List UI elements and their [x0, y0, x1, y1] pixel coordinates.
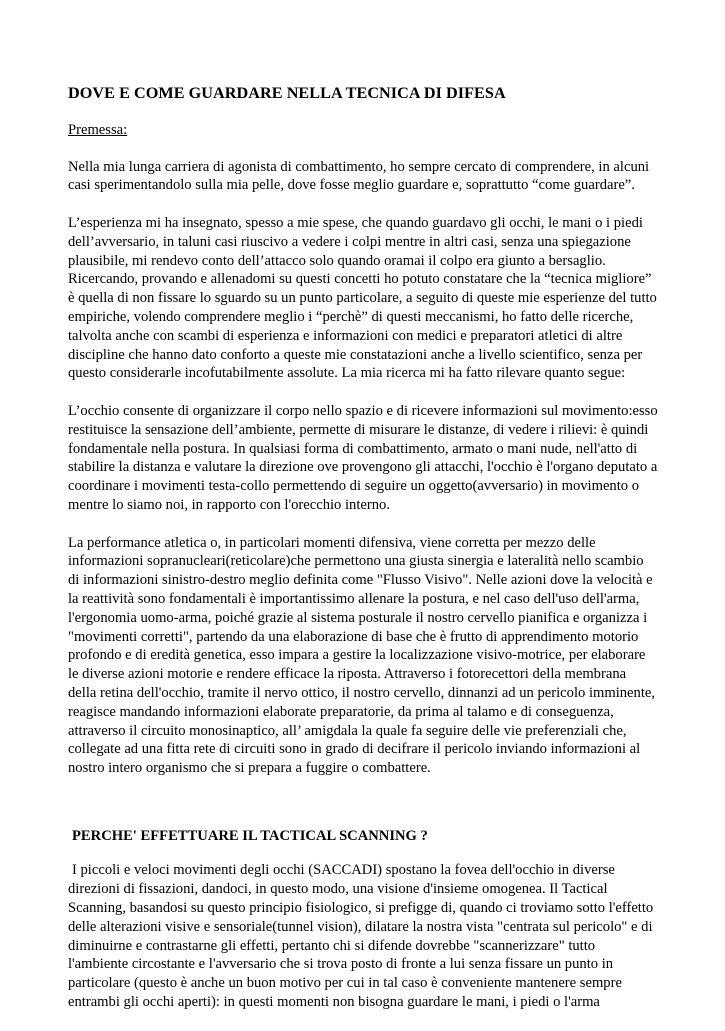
document-title: DOVE E COME GUARDARE NELLA TECNICA DI DIFESA — [68, 84, 506, 102]
premessa-heading: Premessa: — [68, 121, 128, 138]
document-page — [68, 84, 658, 1031]
paragraph-experience: L’esperienza mi ha insegnato, spesso a mie spese, che quando guardavo gli occhi, le mani o i piedi dell’avversario, in taluni casi riuscivo a vedere i colpi mentre in altri casi, senza una spiegazione plausibile, mi rendevo conto dell’attacco solo quando oramai il colpo era giunto a bersaglio. Ricercando, provando e allenadomi su questi concetti ho potuto constatare che la “tecnica migliore” è quella di non fissare lo sguardo su un punto particolare, a seguito di queste mie esperienze del tutto empiriche, volendo comprendere meglio i “perchè” di questi meccanismi, ho fatto delle ricerche, talvolta anche con scambi di esperienza e informazioni con medici e preparatori atletici di altre discipline che hanno dato conforto a queste mie constatazioni anche a livello scientifico, senza per questo considerarle incofutabilmente assolute. La mia ricerca mi ha fatto rilevare quanto segue: — [68, 214, 657, 382]
section-spacer — [68, 797, 658, 827]
section-heading-tactical-scanning: PERCHE' EFFETTUARE IL TACTICAL SCANNING ? — [72, 827, 428, 844]
paragraph-eye-function: L’occhio consente di organizzare il corpo nello spazio e di ricevere informazioni sul movimento:esso restituisce la sensazione dell’ambiente, permette di misurare le distanze, di vedere i rilievi: è quindi fondamentale nella postura. In qualsiasi forma di combattimento, armato o mani nude, nell'atto di stabilire la distanza e valutare la direzione ove provengono gli attacchi, l'occhio è l'organo deputato a coordinare i movimenti testa-collo permettendo di seguire un oggetto(avversario) in movimento o mentre lo siamo noi, in rapporto con l'orecchio interno. — [68, 402, 658, 513]
paragraph-saccadi: I piccoli e veloci movimenti degli occhi (SACCADI) spostano la fovea dell'occhio in diverse direzioni di fissazioni, dandoci, in questo modo, una visione d'insieme omogenea. Il Tactical Scanning, basandosi su questo principio fisiologico, si prefigge di, quando ci troviamo sotto l'effetto delle alterazioni visive e sensoriale(tunnel vision), dilatare la nostra vista "centrata sul pericolo" e di diminuirne e contrastarne gli effetti, pertanto chi si difende dovrebbe "scannerizzare" tutto l'ambiente circostante e l'avversario che si trova posto di fronte a lui senza fissare un punto in particolare (questo è anche un buon motivo per cui in tal caso è conveniente mantenere sempre entrambi gli occhi aperti): in questi momenti non bisogna guardare le mani, i piedi o l'arma — [68, 862, 654, 1011]
paragraph-performance: La performance atletica o, in particolari momenti difensiva, viene corretta per mezzo delle informazioni sopranucleari(reticolare)che permettono una giusta sinergia e lateralità nello scambio di informazioni sinistro-destro meglio definita come "Flusso Visivo". Nelle azioni dove la velocità e la reattività sono fondamentali è importantissimo allenare la postura, e nel caso dell'uso dell'arma, l'ergonomia uomo-arma, poiché grazie al sistema posturale il nostro cervello pianifica e organizza i "movimenti corretti", partendo da una elaborazione di base che è frutto di apprendimento motorio profondo e di eredità genetica, esso impara a gestire la localizzazione visivo-motrice, per elaborare le diverse azioni motorie e rendere efficace la riposta. Attraverso i fotorecettori della membrana della retina dell'occhio, tramite il nervo ottico, il nostro cervello, dinnanzi ad un pericolo imminente, reagisce mandando informazioni elaborate preparatorie, da prima al talamo e di conseguenza, attraverso il circuito monosinaptico, all’ amigdala la quale fa seguire delle vie preferenziali che, collegate ad una fitta rete di circuiti sono in grado di decifrare il pericolo inviando informazioni al nostro intero organismo che si prepara a fuggire o combattere. — [68, 534, 656, 777]
paragraph-intro: Nella mia lunga carriera di agonista di combattimento, ho sempre cercato di comprendere, in alcuni casi sperimentandolo sulla mia pelle, dove fosse meglio guardare e, soprattutto “come guardare”. — [68, 158, 650, 194]
